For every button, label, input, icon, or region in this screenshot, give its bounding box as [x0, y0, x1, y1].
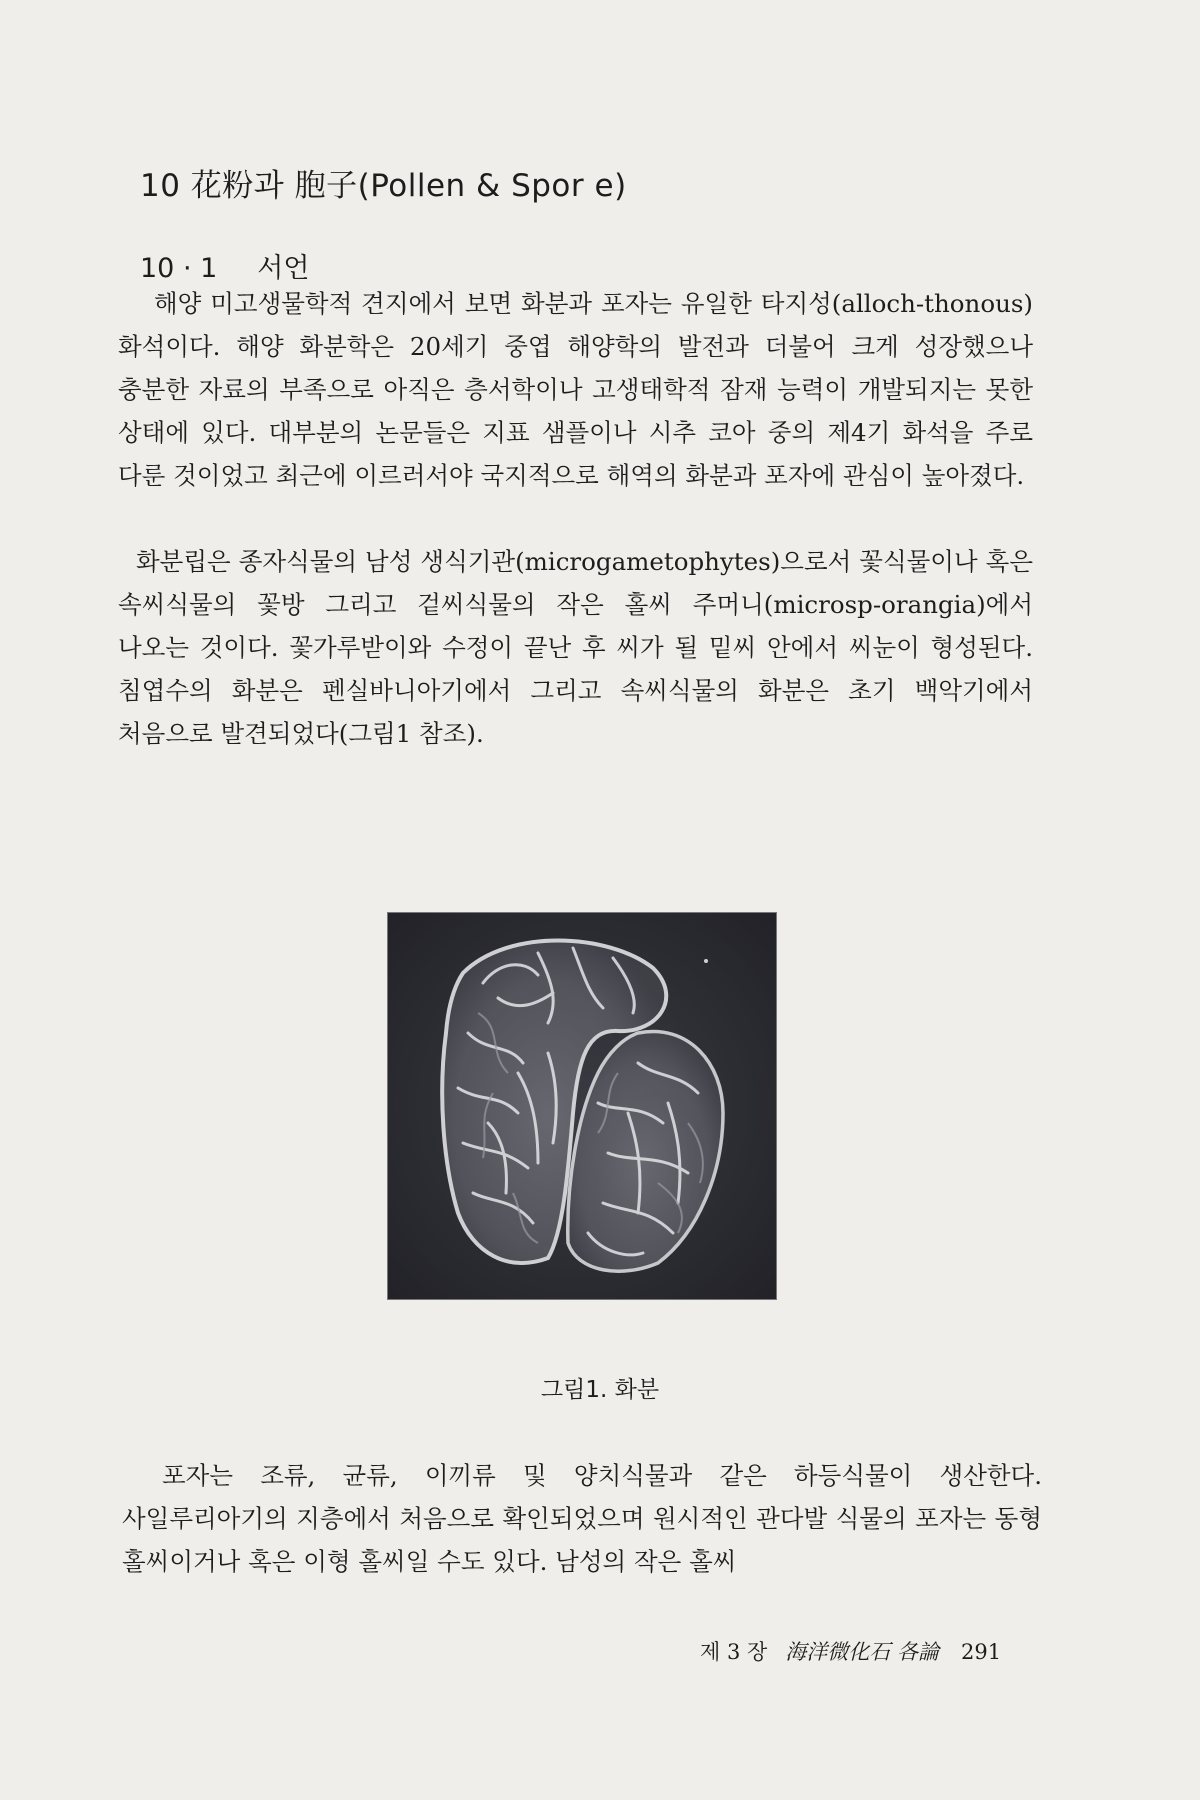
section-number: 10 · 1: [140, 253, 218, 284]
pollen-micrograph: [387, 912, 777, 1300]
paragraph-spore: 포자는 조류, 균류, 이끼류 및 양치식물과 같은 하등식물이 생산한다. 사일루리아기의 지층에서 처음으로 확인되었으며 원시적인 관다발 식물의 포자는 동형 홀씨이거나 혹은 이형 홀씨일 수도 있다. 남성의 작은 홀씨: [122, 1461, 1042, 1576]
page-footer: [700, 1636, 1001, 1666]
paragraph-pollen: 화분립은 종자식물의 남성 생식기관(microgametophytes)으로서 꽃식물이나 혹은 속씨식물의 꽃방 그리고 겉씨식물의 작은 홀씨 주머니(microsp-orangia)에서 나오는 것이다. 꽃가루받이와 수정이 끝난 후 씨가 될 밑씨 안에서 씨눈이 형성된다. 침엽수의 화분은 펜실바니아기에서 그리고 속씨식물의 화분은 초기 백악기에서 처음으로 발견되었다(그림1 참조).: [118, 547, 1033, 748]
footer-series-title: 海洋微化石 各論: [785, 1640, 939, 1664]
figure-caption: 그림1. 화분: [540, 1377, 660, 1403]
section-heading: [140, 246, 309, 285]
pollen-grain-image: [388, 913, 776, 1299]
paragraph-intro: 해양 미고생물학적 견지에서 보면 화분과 포자는 유일한 타지성(alloch-thonous) 화석이다. 해양 화분학은 20세기 중엽 해양학의 발전과 더불어 크게 성장했으나 충분한 자료의 부족으로 아직은 층서학이나 고생태학적 잠재 능력이 개발되지는 못한 상태에 있다. 대부분의 논문들은 지표 샘플이나 시추 코아 중의 제4기 화석을 주로 다룬 것이었고 최근에 이르러서야 국지적으로 해역의 화분과 포자에 관심이 높아졌다.: [118, 289, 1033, 490]
footer-chapter: 제 3 장: [700, 1640, 768, 1664]
page-number: 291: [960, 1640, 1002, 1664]
chapter-title: 10 花粉과 胞子(Pollen & Spor e): [140, 168, 627, 204]
section-title: 서언: [257, 253, 310, 284]
